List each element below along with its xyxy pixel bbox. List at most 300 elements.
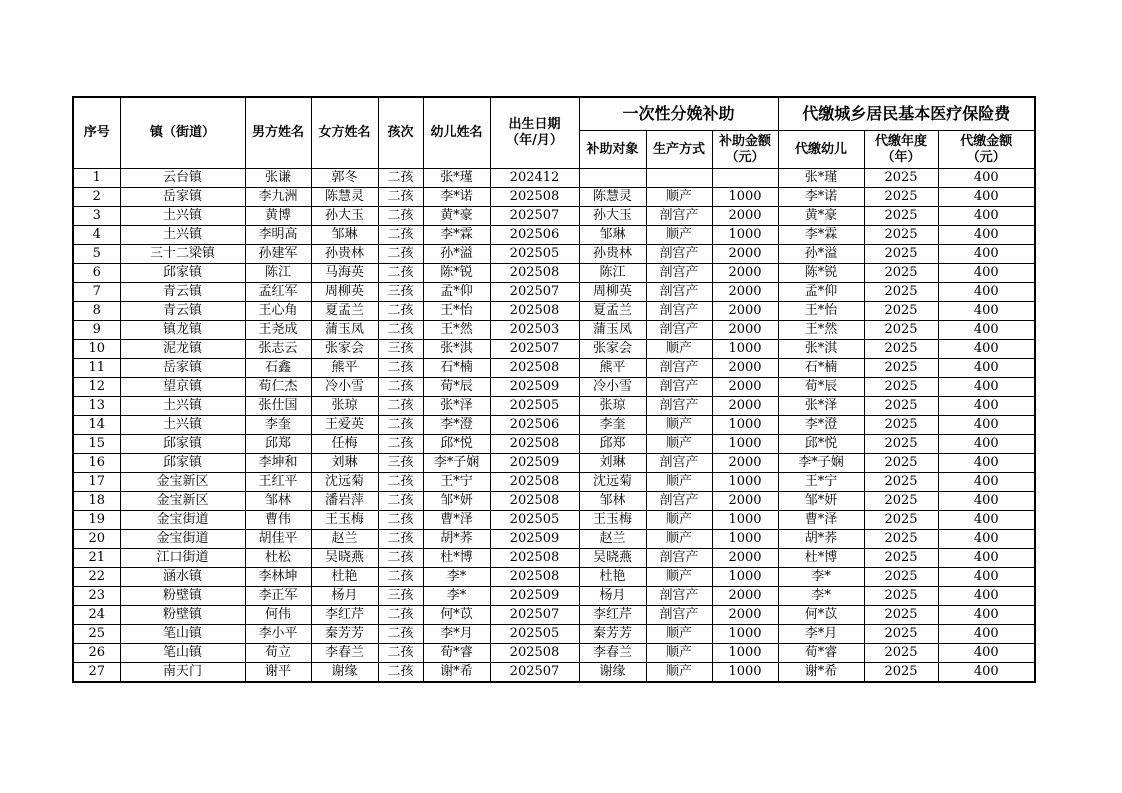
table-row xyxy=(73,663,1035,683)
table-row xyxy=(73,169,1035,188)
cell-order: 二孩 xyxy=(378,663,423,683)
cell-paid-year: 2025 xyxy=(864,549,938,568)
cell-mother: 陈慧灵 xyxy=(311,188,378,207)
cell-paid-child: 李* xyxy=(778,587,864,606)
cell-birth: 202507 xyxy=(490,340,579,359)
cell-mother: 杨月 xyxy=(311,587,378,606)
cell-father: 何伟 xyxy=(245,606,311,625)
cell-mother: 夏孟兰 xyxy=(311,302,378,321)
cell-paid-year: 2025 xyxy=(864,245,938,264)
cell-paid-year: 2025 xyxy=(864,568,938,587)
cell-mother: 杜艳 xyxy=(311,568,378,587)
table-row xyxy=(73,492,1035,511)
cell-town: 土兴镇 xyxy=(120,226,245,245)
cell-mother: 潘岩萍 xyxy=(311,492,378,511)
cell-town: 涵水镇 xyxy=(120,568,245,587)
cell-father: 孙建军 xyxy=(245,245,311,264)
cell-subsidy-target: 邹林 xyxy=(579,492,646,511)
cell-mother: 邹琳 xyxy=(311,226,378,245)
cell-seq: 10 xyxy=(73,340,120,359)
cell-father: 邱郑 xyxy=(245,435,311,454)
cell-child: 何*苡 xyxy=(423,606,490,625)
cell-paid-amount: 400 xyxy=(938,283,1035,302)
cell-paid-amount: 400 xyxy=(938,625,1035,644)
cell-paid-year: 2025 xyxy=(864,283,938,302)
cell-mother: 李红芹 xyxy=(311,606,378,625)
cell-subsidy-amount: 2000 xyxy=(712,264,778,283)
cell-paid-year: 2025 xyxy=(864,226,938,245)
cell-paid-amount: 400 xyxy=(938,416,1035,435)
cell-town: 镇龙镇 xyxy=(120,321,245,340)
cell-father: 荀仁杰 xyxy=(245,378,311,397)
table-row xyxy=(73,226,1035,245)
header-child: 幼儿姓名 xyxy=(423,97,490,169)
cell-paid-year: 2025 xyxy=(864,321,938,340)
cell-order: 三孩 xyxy=(378,340,423,359)
cell-subsidy-amount: 1000 xyxy=(712,473,778,492)
cell-child: 王*怡 xyxy=(423,302,490,321)
cell-child: 李*霖 xyxy=(423,226,490,245)
cell-subsidy-target: 吴晓燕 xyxy=(579,549,646,568)
cell-town: 望京镇 xyxy=(120,378,245,397)
cell-father: 李正军 xyxy=(245,587,311,606)
cell-paid-child: 谢*希 xyxy=(778,663,864,683)
cell-birth: 202508 xyxy=(490,473,579,492)
cell-paid-year: 2025 xyxy=(864,587,938,606)
table-row xyxy=(73,264,1035,283)
cell-father: 张志云 xyxy=(245,340,311,359)
cell-subsidy-amount: 2000 xyxy=(712,606,778,625)
header-seq: 序号 xyxy=(73,97,120,169)
cell-birth: 202507 xyxy=(490,663,579,683)
cell-paid-child: 张*瑾 xyxy=(778,169,864,188)
cell-paid-year: 2025 xyxy=(864,473,938,492)
cell-birth: 202506 xyxy=(490,226,579,245)
cell-seq: 4 xyxy=(73,226,120,245)
cell-birth: 202508 xyxy=(490,264,579,283)
cell-father: 王心角 xyxy=(245,302,311,321)
cell-paid-amount: 400 xyxy=(938,568,1035,587)
cell-paid-child: 荀*辰 xyxy=(778,378,864,397)
header-delivery: 生产方式 xyxy=(646,131,712,169)
cell-paid-amount: 400 xyxy=(938,359,1035,378)
cell-subsidy-amount: 2000 xyxy=(712,283,778,302)
cell-birth: 202508 xyxy=(490,359,579,378)
cell-paid-child: 李*澄 xyxy=(778,416,864,435)
cell-paid-year: 2025 xyxy=(864,663,938,683)
cell-subsidy-amount: 1000 xyxy=(712,340,778,359)
cell-subsidy-amount: 1000 xyxy=(712,568,778,587)
cell-father: 张仕国 xyxy=(245,397,311,416)
cell-father: 李小平 xyxy=(245,625,311,644)
header-group-insurance: 代缴城乡居民基本医疗保险费 xyxy=(778,97,1035,131)
cell-order: 二孩 xyxy=(378,492,423,511)
cell-order: 二孩 xyxy=(378,511,423,530)
cell-delivery: 顺产 xyxy=(646,416,712,435)
cell-order: 二孩 xyxy=(378,606,423,625)
cell-subsidy-amount: 1000 xyxy=(712,644,778,663)
cell-child: 邱*悦 xyxy=(423,435,490,454)
cell-order: 二孩 xyxy=(378,188,423,207)
cell-delivery: 剖宫产 xyxy=(646,397,712,416)
cell-paid-amount: 400 xyxy=(938,340,1035,359)
cell-birth: 202509 xyxy=(490,530,579,549)
cell-seq: 15 xyxy=(73,435,120,454)
cell-delivery: 剖宫产 xyxy=(646,378,712,397)
cell-paid-amount: 400 xyxy=(938,245,1035,264)
cell-delivery: 顺产 xyxy=(646,226,712,245)
cell-delivery: 顺产 xyxy=(646,511,712,530)
cell-paid-year: 2025 xyxy=(864,264,938,283)
cell-delivery: 顺产 xyxy=(646,625,712,644)
table-row xyxy=(73,435,1035,454)
cell-delivery: 顺产 xyxy=(646,435,712,454)
cell-paid-year: 2025 xyxy=(864,435,938,454)
cell-subsidy-amount: 1000 xyxy=(712,226,778,245)
cell-seq: 27 xyxy=(73,663,120,683)
cell-seq: 11 xyxy=(73,359,120,378)
cell-town: 青云镇 xyxy=(120,283,245,302)
cell-subsidy-target: 李春兰 xyxy=(579,644,646,663)
cell-order: 二孩 xyxy=(378,416,423,435)
cell-paid-child: 邱*悦 xyxy=(778,435,864,454)
cell-father: 张谦 xyxy=(245,169,311,188)
cell-subsidy-amount: 2000 xyxy=(712,302,778,321)
cell-seq: 5 xyxy=(73,245,120,264)
cell-subsidy-target: 秦芳芳 xyxy=(579,625,646,644)
table-row xyxy=(73,283,1035,302)
cell-paid-amount: 400 xyxy=(938,663,1035,683)
cell-paid-child: 王*宁 xyxy=(778,473,864,492)
cell-subsidy-amount: 2000 xyxy=(712,245,778,264)
cell-paid-amount: 400 xyxy=(938,435,1035,454)
cell-mother: 周柳英 xyxy=(311,283,378,302)
cell-delivery: 剖宫产 xyxy=(646,606,712,625)
cell-father: 李坤和 xyxy=(245,454,311,473)
cell-subsidy-target xyxy=(579,169,646,188)
cell-paid-year: 2025 xyxy=(864,302,938,321)
cell-birth: 202505 xyxy=(490,511,579,530)
cell-order: 二孩 xyxy=(378,644,423,663)
header-mother: 女方姓名 xyxy=(311,97,378,169)
cell-seq: 22 xyxy=(73,568,120,587)
cell-town: 金宝街道 xyxy=(120,511,245,530)
table-row xyxy=(73,473,1035,492)
cell-paid-child: 黄*豪 xyxy=(778,207,864,226)
cell-seq: 14 xyxy=(73,416,120,435)
cell-order: 三孩 xyxy=(378,283,423,302)
cell-town: 土兴镇 xyxy=(120,416,245,435)
cell-mother: 任梅 xyxy=(311,435,378,454)
cell-order: 二孩 xyxy=(378,530,423,549)
cell-mother: 张家会 xyxy=(311,340,378,359)
cell-paid-child: 王*然 xyxy=(778,321,864,340)
cell-delivery: 顺产 xyxy=(646,568,712,587)
cell-paid-amount: 400 xyxy=(938,378,1035,397)
cell-order: 二孩 xyxy=(378,169,423,188)
cell-birth: 202503 xyxy=(490,321,579,340)
cell-paid-child: 张*淇 xyxy=(778,340,864,359)
cell-subsidy-amount: 1000 xyxy=(712,663,778,683)
cell-subsidy-target: 夏孟兰 xyxy=(579,302,646,321)
cell-father: 荀立 xyxy=(245,644,311,663)
cell-order: 二孩 xyxy=(378,321,423,340)
cell-paid-child: 杜*博 xyxy=(778,549,864,568)
header-subsidy-target: 补助对象 xyxy=(579,131,646,169)
cell-town: 笔山镇 xyxy=(120,625,245,644)
table-row xyxy=(73,606,1035,625)
cell-birth: 202508 xyxy=(490,549,579,568)
cell-paid-child: 孟*仰 xyxy=(778,283,864,302)
table-row xyxy=(73,416,1035,435)
cell-paid-child: 李*月 xyxy=(778,625,864,644)
cell-mother: 冷小雪 xyxy=(311,378,378,397)
cell-order: 二孩 xyxy=(378,625,423,644)
cell-town: 土兴镇 xyxy=(120,397,245,416)
cell-order: 二孩 xyxy=(378,226,423,245)
cell-child: 胡*荞 xyxy=(423,530,490,549)
cell-paid-year: 2025 xyxy=(864,511,938,530)
header-subsidy-amount: 补助金额（元） xyxy=(712,131,778,169)
cell-child: 李* xyxy=(423,568,490,587)
cell-delivery: 剖宫产 xyxy=(646,587,712,606)
cell-seq: 8 xyxy=(73,302,120,321)
cell-paid-year: 2025 xyxy=(864,530,938,549)
cell-order: 二孩 xyxy=(378,473,423,492)
table-row xyxy=(73,207,1035,226)
cell-child: 李*子娴 xyxy=(423,454,490,473)
cell-birth: 202505 xyxy=(490,397,579,416)
cell-order: 二孩 xyxy=(378,264,423,283)
cell-birth: 202508 xyxy=(490,644,579,663)
cell-town: 邱家镇 xyxy=(120,454,245,473)
cell-paid-amount: 400 xyxy=(938,302,1035,321)
cell-child: 李*澄 xyxy=(423,416,490,435)
cell-order: 三孩 xyxy=(378,587,423,606)
cell-delivery: 顺产 xyxy=(646,663,712,683)
table-row xyxy=(73,359,1035,378)
cell-paid-year: 2025 xyxy=(864,416,938,435)
cell-child: 曹*泽 xyxy=(423,511,490,530)
cell-seq: 6 xyxy=(73,264,120,283)
cell-child: 张*瑾 xyxy=(423,169,490,188)
cell-seq: 18 xyxy=(73,492,120,511)
cell-seq: 21 xyxy=(73,549,120,568)
cell-town: 粉壁镇 xyxy=(120,587,245,606)
cell-birth: 202507 xyxy=(490,606,579,625)
cell-birth: 202508 xyxy=(490,568,579,587)
cell-subsidy-amount: 2000 xyxy=(712,549,778,568)
cell-subsidy-target: 孙贵林 xyxy=(579,245,646,264)
cell-paid-year: 2025 xyxy=(864,454,938,473)
cell-town: 粉壁镇 xyxy=(120,606,245,625)
cell-mother: 吴晓燕 xyxy=(311,549,378,568)
cell-birth: 202508 xyxy=(490,188,579,207)
cell-subsidy-amount: 1000 xyxy=(712,511,778,530)
cell-paid-child: 胡*荞 xyxy=(778,530,864,549)
cell-paid-year: 2025 xyxy=(864,340,938,359)
cell-subsidy-amount xyxy=(712,169,778,188)
cell-birth: 202508 xyxy=(490,435,579,454)
cell-paid-year: 2025 xyxy=(864,606,938,625)
cell-mother: 王爱英 xyxy=(311,416,378,435)
subsidy-table xyxy=(72,96,1036,683)
cell-paid-amount: 400 xyxy=(938,207,1035,226)
cell-delivery: 顺产 xyxy=(646,644,712,663)
cell-subsidy-amount: 2000 xyxy=(712,321,778,340)
cell-paid-year: 2025 xyxy=(864,644,938,663)
cell-town: 青云镇 xyxy=(120,302,245,321)
cell-seq: 3 xyxy=(73,207,120,226)
cell-paid-child: 邹*妍 xyxy=(778,492,864,511)
cell-birth: 202507 xyxy=(490,283,579,302)
cell-order: 二孩 xyxy=(378,397,423,416)
table-row xyxy=(73,397,1035,416)
cell-paid-amount: 400 xyxy=(938,397,1035,416)
cell-seq: 17 xyxy=(73,473,120,492)
cell-child: 张*淇 xyxy=(423,340,490,359)
cell-father: 陈江 xyxy=(245,264,311,283)
cell-birth: 202509 xyxy=(490,378,579,397)
cell-seq: 25 xyxy=(73,625,120,644)
cell-subsidy-target: 邹琳 xyxy=(579,226,646,245)
cell-mother: 李春兰 xyxy=(311,644,378,663)
cell-paid-year: 2025 xyxy=(864,625,938,644)
cell-town: 邱家镇 xyxy=(120,435,245,454)
cell-mother: 孙贵林 xyxy=(311,245,378,264)
cell-paid-child: 李* xyxy=(778,568,864,587)
cell-father: 王红平 xyxy=(245,473,311,492)
header-group-delivery-subsidy: 一次性分娩补助 xyxy=(579,97,778,131)
cell-father: 黄博 xyxy=(245,207,311,226)
cell-order: 二孩 xyxy=(378,207,423,226)
cell-child: 陈*锐 xyxy=(423,264,490,283)
cell-delivery xyxy=(646,169,712,188)
cell-mother: 熊平 xyxy=(311,359,378,378)
cell-subsidy-target: 张琼 xyxy=(579,397,646,416)
cell-mother: 赵兰 xyxy=(311,530,378,549)
cell-father: 杜松 xyxy=(245,549,311,568)
table-row xyxy=(73,587,1035,606)
cell-paid-child: 李*子娴 xyxy=(778,454,864,473)
cell-town: 金宝街道 xyxy=(120,530,245,549)
cell-paid-amount: 400 xyxy=(938,606,1035,625)
cell-child: 孙*溢 xyxy=(423,245,490,264)
header-birth: 出生日期（年/月） xyxy=(490,97,579,169)
cell-birth: 202505 xyxy=(490,625,579,644)
cell-mother: 刘琳 xyxy=(311,454,378,473)
cell-paid-amount: 400 xyxy=(938,587,1035,606)
table-row xyxy=(73,188,1035,207)
cell-town: 岳家镇 xyxy=(120,188,245,207)
cell-subsidy-target: 冷小雪 xyxy=(579,378,646,397)
cell-order: 二孩 xyxy=(378,378,423,397)
table-row xyxy=(73,378,1035,397)
cell-paid-child: 孙*溢 xyxy=(778,245,864,264)
cell-subsidy-target: 周柳英 xyxy=(579,283,646,302)
cell-town: 南天门 xyxy=(120,663,245,683)
cell-subsidy-target: 李红芹 xyxy=(579,606,646,625)
cell-seq: 13 xyxy=(73,397,120,416)
cell-town: 江口街道 xyxy=(120,549,245,568)
cell-town: 笔山镇 xyxy=(120,644,245,663)
header-father: 男方姓名 xyxy=(245,97,311,169)
cell-seq: 20 xyxy=(73,530,120,549)
cell-town: 金宝新区 xyxy=(120,473,245,492)
cell-paid-child: 陈*锐 xyxy=(778,264,864,283)
cell-paid-amount: 400 xyxy=(938,226,1035,245)
cell-subsidy-amount: 2000 xyxy=(712,378,778,397)
header-paid-year: 代缴年度（年） xyxy=(864,131,938,169)
cell-father: 李林坤 xyxy=(245,568,311,587)
cell-child: 王*宁 xyxy=(423,473,490,492)
cell-mother: 马海英 xyxy=(311,264,378,283)
cell-mother: 张琼 xyxy=(311,397,378,416)
cell-subsidy-target: 熊平 xyxy=(579,359,646,378)
header-order: 孩次 xyxy=(378,97,423,169)
cell-seq: 1 xyxy=(73,169,120,188)
cell-paid-child: 曹*泽 xyxy=(778,511,864,530)
cell-subsidy-target: 李奎 xyxy=(579,416,646,435)
cell-birth: 202509 xyxy=(490,587,579,606)
cell-paid-amount: 400 xyxy=(938,188,1035,207)
cell-subsidy-amount: 2000 xyxy=(712,454,778,473)
cell-mother: 谢缘 xyxy=(311,663,378,683)
cell-subsidy-amount: 2000 xyxy=(712,397,778,416)
cell-birth: 202508 xyxy=(490,492,579,511)
cell-child: 荀*睿 xyxy=(423,644,490,663)
cell-father: 李奎 xyxy=(245,416,311,435)
cell-father: 孟红军 xyxy=(245,283,311,302)
cell-paid-child: 王*怡 xyxy=(778,302,864,321)
cell-subsidy-target: 陈江 xyxy=(579,264,646,283)
cell-father: 曹伟 xyxy=(245,511,311,530)
cell-paid-year: 2025 xyxy=(864,207,938,226)
cell-order: 二孩 xyxy=(378,245,423,264)
cell-birth: 202505 xyxy=(490,245,579,264)
cell-delivery: 剖宫产 xyxy=(646,245,712,264)
cell-paid-amount: 400 xyxy=(938,530,1035,549)
cell-mother: 秦芳芳 xyxy=(311,625,378,644)
cell-delivery: 剖宫产 xyxy=(646,283,712,302)
cell-father: 李九洲 xyxy=(245,188,311,207)
cell-paid-amount: 400 xyxy=(938,264,1035,283)
cell-father: 胡佳平 xyxy=(245,530,311,549)
cell-seq: 9 xyxy=(73,321,120,340)
cell-paid-amount: 400 xyxy=(938,492,1035,511)
cell-mother: 蒲玉凤 xyxy=(311,321,378,340)
cell-seq: 24 xyxy=(73,606,120,625)
cell-subsidy-amount: 1000 xyxy=(712,530,778,549)
cell-paid-amount: 400 xyxy=(938,321,1035,340)
cell-seq: 16 xyxy=(73,454,120,473)
cell-subsidy-amount: 2000 xyxy=(712,359,778,378)
cell-paid-amount: 400 xyxy=(938,511,1035,530)
table-row xyxy=(73,245,1035,264)
cell-child: 张*泽 xyxy=(423,397,490,416)
cell-paid-child: 何*苡 xyxy=(778,606,864,625)
cell-birth: 202506 xyxy=(490,416,579,435)
cell-subsidy-target: 杜艳 xyxy=(579,568,646,587)
cell-mother: 孙大玉 xyxy=(311,207,378,226)
table-row xyxy=(73,644,1035,663)
cell-subsidy-target: 邱郑 xyxy=(579,435,646,454)
cell-order: 二孩 xyxy=(378,568,423,587)
cell-child: 谢*希 xyxy=(423,663,490,683)
cell-delivery: 剖宫产 xyxy=(646,207,712,226)
cell-child: 孟*仰 xyxy=(423,283,490,302)
cell-subsidy-target: 谢缘 xyxy=(579,663,646,683)
